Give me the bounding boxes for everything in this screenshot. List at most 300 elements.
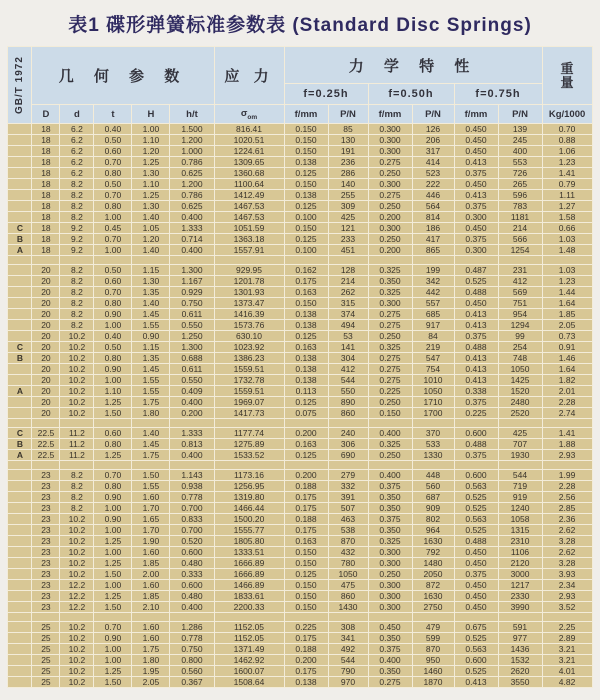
data-cell: 0.600 [170,580,214,591]
data-cell: 1.88 [542,439,592,450]
data-cell: 0.350 [368,633,412,644]
data-cell: 1555.77 [214,525,284,536]
data-cell: 214 [498,223,542,234]
data-cell: 3990 [498,602,542,613]
data-cell: 1805.80 [214,536,284,547]
data-cell: 1930 [498,450,542,461]
data-cell: 0.275 [368,190,412,201]
data-cell: 0.150 [284,298,328,309]
data-cell: 1666.89 [214,569,284,580]
data-cell: 790 [328,666,368,677]
data-cell: 1386.23 [214,353,284,364]
spacer-cell [542,461,592,470]
data-cell: 279 [328,470,368,481]
data-cell: 0.250 [368,331,412,342]
series-label-cell: C [8,342,32,353]
data-cell: 0.786 [170,190,214,201]
data-cell: 1.99 [542,470,592,481]
data-cell: 0.600 [454,470,498,481]
data-cell: 139 [498,124,542,135]
data-cell: 1.10 [132,179,170,190]
data-cell: 0.325 [368,265,412,276]
data-cell: 23 [32,470,60,481]
spacer-cell [94,256,132,265]
series-label-cell [8,481,32,492]
data-cell: 1330 [412,450,454,461]
data-cell: 1412.49 [214,190,284,201]
data-cell: 0.150 [284,223,328,234]
table-row [8,569,592,580]
data-cell: 1051.59 [214,223,284,234]
data-cell: 0.66 [542,223,592,234]
data-cell: 0.125 [284,331,328,342]
spacer-cell [412,419,454,428]
data-cell: 0.350 [368,666,412,677]
spacer-cell [498,613,542,622]
data-cell: 802 [412,514,454,525]
data-cell: 1508.64 [214,677,284,688]
data-cell: 550 [328,386,368,397]
data-cell: 451 [328,245,368,256]
data-cell: 0.413 [454,677,498,688]
spacer-cell [328,419,368,428]
data-cell: 10.2 [60,644,94,655]
data-cell: 10.2 [60,375,94,386]
spacer-cell [170,461,214,470]
data-cell: 2.05 [132,677,170,688]
data-cell: 1.75 [132,644,170,655]
spacer-cell [170,419,214,428]
data-cell: 8.2 [60,503,94,514]
data-cell: 20 [32,408,60,419]
data-cell: 25 [32,633,60,644]
data-cell: 214 [328,276,368,287]
data-cell: 0.175 [284,525,328,536]
table-row [8,591,592,602]
col-p-n-3: P/N [498,105,542,124]
data-cell: 0.700 [170,503,214,514]
data-cell: 1.00 [94,655,132,666]
data-cell: 0.563 [454,644,498,655]
data-cell: 3.93 [542,569,592,580]
table-row [8,223,592,234]
spacer-cell [94,419,132,428]
header-load-075h: f=0.75h [454,84,542,105]
data-cell: 0.90 [132,331,170,342]
data-cell: 557 [412,298,454,309]
data-cell: 442 [412,287,454,298]
spacer-cell [284,256,328,265]
data-cell: 0.413 [454,190,498,201]
spacer-cell [8,256,32,265]
data-cell: 1106 [498,547,542,558]
data-cell: 412 [328,364,368,375]
spacer-cell [368,419,412,428]
data-cell: 0.400 [170,397,214,408]
data-cell: 1436 [498,644,542,655]
data-cell: 1.00 [94,644,132,655]
data-cell: 8.2 [60,212,94,223]
data-cell: 0.188 [284,644,328,655]
data-cell: 1.25 [132,190,170,201]
data-cell: 0.413 [454,309,498,320]
data-cell: 0.200 [368,245,412,256]
data-cell: 860 [328,591,368,602]
header-mechanical: 力 学 特 性 [284,47,542,84]
data-cell: 909 [412,503,454,514]
data-cell: 1.64 [542,298,592,309]
data-cell: 0.200 [284,428,328,439]
data-cell: 860 [328,408,368,419]
table-row [8,666,592,677]
data-cell: 2620 [498,666,542,677]
spacer-cell [214,256,284,265]
data-cell: 1.25 [94,536,132,547]
data-cell: 954 [498,309,542,320]
data-cell: 1.75 [132,397,170,408]
data-cell: 20 [32,287,60,298]
table-row [8,375,592,386]
data-cell: 9.2 [60,245,94,256]
data-cell: 1.03 [542,265,592,276]
data-cell: 1177.74 [214,428,284,439]
data-cell: 400 [498,146,542,157]
series-label-cell [8,525,32,536]
data-cell: 1.40 [132,298,170,309]
data-cell: 12.2 [60,580,94,591]
data-cell: 1.300 [170,265,214,276]
series-label-cell [8,569,32,580]
data-cell: 890 [328,397,368,408]
spacer-cell [32,613,60,622]
data-cell: 523 [412,168,454,179]
data-cell: 0.400 [368,655,412,666]
data-cell: 463 [328,514,368,525]
data-cell: 23 [32,591,60,602]
data-cell: 0.188 [284,514,328,525]
data-cell: 8.2 [60,309,94,320]
data-cell: 1294 [498,320,542,331]
spacer-cell [60,256,94,265]
data-cell: 1240 [498,503,542,514]
data-cell: 0.488 [454,287,498,298]
data-cell: 0.150 [284,179,328,190]
data-cell: 0.525 [454,276,498,287]
data-cell: 751 [498,298,542,309]
data-cell: 569 [498,287,542,298]
data-cell: 0.79 [542,179,592,190]
data-cell: 719 [498,481,542,492]
series-label-cell [8,558,32,569]
spacer-cell [498,256,542,265]
data-cell: 9.2 [60,234,94,245]
data-cell: 0.400 [170,212,214,223]
data-cell: 1.167 [170,276,214,287]
table-row [8,525,592,536]
data-cell: 0.275 [368,309,412,320]
data-cell: 0.90 [94,633,132,644]
data-cell: 1.60 [132,492,170,503]
spacer-cell [8,613,32,622]
data-cell: 1256.95 [214,481,284,492]
data-cell: 22.5 [32,428,60,439]
data-cell: 1.45 [132,309,170,320]
data-cell: 0.300 [368,179,412,190]
series-label-cell [8,536,32,547]
table-row [8,287,592,298]
series-label-cell [8,633,32,644]
series-label-cell [8,397,32,408]
spacer-cell [498,461,542,470]
data-cell: 0.833 [170,514,214,525]
table-row [8,353,592,364]
data-cell: 18 [32,234,60,245]
data-cell: 1.10 [132,135,170,146]
data-cell: 23 [32,547,60,558]
data-cell: 0.300 [368,602,412,613]
data-cell: 1.41 [542,428,592,439]
group-spacer-row [8,419,592,428]
data-cell: 1573.76 [214,320,284,331]
data-cell: 1.45 [132,364,170,375]
spacer-cell [284,419,328,428]
data-cell: 0.138 [284,375,328,386]
data-cell: 1.40 [132,245,170,256]
data-cell: 0.138 [284,309,328,320]
data-cell: 0.90 [94,309,132,320]
data-cell: 1.46 [542,353,592,364]
data-cell: 560 [412,481,454,492]
series-label-cell [8,503,32,514]
data-cell: 8.2 [60,265,94,276]
data-cell: 1870 [412,677,454,688]
data-cell: 0.150 [284,135,328,146]
data-cell: 23 [32,481,60,492]
data-cell: 130 [328,135,368,146]
data-cell: 0.413 [454,375,498,386]
group-spacer-row [8,256,592,265]
data-cell: 0.611 [170,364,214,375]
data-cell: 0.450 [454,298,498,309]
standard-code-header [8,47,32,124]
data-cell: 1050 [328,569,368,580]
data-cell: 917 [412,320,454,331]
series-label-cell [8,179,32,190]
series-label-cell: B [8,234,32,245]
data-cell: 0.611 [170,309,214,320]
data-cell: 0.50 [94,265,132,276]
data-cell: 18 [32,179,60,190]
col-f-mm-3: f/mm [454,105,498,124]
data-cell: 1.00 [132,124,170,135]
data-cell: 0.80 [94,168,132,179]
series-label-cell [8,470,32,481]
data-cell: 0.813 [170,439,214,450]
data-cell: 1630 [412,536,454,547]
data-cell: 0.275 [368,353,412,364]
data-cell: 222 [412,179,454,190]
table-row [8,320,592,331]
data-cell: 1.30 [132,201,170,212]
data-cell: 18 [32,124,60,135]
data-cell: 1559.51 [214,364,284,375]
data-cell: 0.275 [368,320,412,331]
data-cell: 255 [328,190,368,201]
data-cell: 140 [328,179,368,190]
data-cell: 0.138 [284,364,328,375]
col-f-mm-1: f/mm [284,105,328,124]
data-cell: 0.250 [368,569,412,580]
data-cell: 1.00 [94,580,132,591]
data-cell: 1500.20 [214,514,284,525]
data-cell: 754 [412,364,454,375]
data-cell: 1360.68 [214,168,284,179]
data-cell: 0.125 [284,234,328,245]
series-label-cell [8,364,32,375]
data-cell: 1.00 [94,245,132,256]
data-cell: 1.30 [132,168,170,179]
data-cell: 2.36 [542,514,592,525]
data-cell: 2520 [498,408,542,419]
data-cell: 240 [328,428,368,439]
data-cell: 23 [32,569,60,580]
data-cell: 10.2 [60,633,94,644]
series-label-cell [8,622,32,633]
data-cell: 0.250 [368,397,412,408]
data-cell: 0.413 [454,320,498,331]
data-cell: 977 [498,633,542,644]
series-label-cell [8,309,32,320]
table-row [8,514,592,525]
data-cell: 964 [412,525,454,536]
data-cell: 3000 [498,569,542,580]
data-cell: 1.85 [542,309,592,320]
data-cell: 1.55 [132,320,170,331]
data-cell: 0.138 [284,677,328,688]
data-cell: 0.778 [170,492,214,503]
data-cell: 0.150 [284,591,328,602]
data-cell: 1.25 [132,157,170,168]
data-cell: 11.2 [60,428,94,439]
spacer-cell [454,256,498,265]
data-cell: 1520 [498,386,542,397]
data-cell: 0.375 [454,331,498,342]
data-cell: 0.450 [454,591,498,602]
data-cell: 1.45 [132,439,170,450]
data-cell: 0.70 [542,124,592,135]
data-cell: 1.00 [94,547,132,558]
data-cell: 2.00 [132,569,170,580]
table-row [8,331,592,342]
data-cell: 1.23 [542,157,592,168]
data-cell: 0.162 [284,265,328,276]
table-row [8,179,592,190]
series-label-cell [8,168,32,179]
data-cell: 432 [328,547,368,558]
data-cell: 20 [32,298,60,309]
data-cell: 99 [498,331,542,342]
spacer-cell [32,461,60,470]
data-cell: 1.50 [94,408,132,419]
data-cell: 1462.92 [214,655,284,666]
spacer-cell [94,461,132,470]
data-cell: 0.163 [284,439,328,450]
data-cell: 0.325 [368,536,412,547]
data-cell: 544 [328,655,368,666]
data-cell: 10.2 [60,364,94,375]
data-cell: 929.95 [214,265,284,276]
col-weight-unit: Kg/1000 [542,105,592,124]
data-cell: 0.625 [170,201,214,212]
data-cell: 0.325 [368,287,412,298]
data-cell: 919 [498,492,542,503]
data-cell: 1.50 [94,569,132,580]
table-row [8,146,592,157]
data-cell: 0.325 [368,439,412,450]
series-label-cell [8,514,32,525]
data-cell: 0.275 [368,677,412,688]
data-cell: 10.2 [60,558,94,569]
data-cell: 0.525 [454,503,498,514]
data-cell: 792 [412,547,454,558]
data-cell: 20 [32,375,60,386]
spacer-cell [60,419,94,428]
data-cell: 3.21 [542,655,592,666]
data-cell: 0.40 [94,331,132,342]
data-cell: 2480 [498,397,542,408]
data-cell: 0.40 [94,124,132,135]
data-cell: 1.40 [132,212,170,223]
data-cell: 1425 [498,375,542,386]
spacer-cell [132,419,170,428]
data-cell: 0.70 [94,622,132,633]
data-cell: 341 [328,633,368,644]
data-cell: 6.2 [60,146,94,157]
data-cell: 1.25 [94,591,132,602]
table-row [8,655,592,666]
table-row [8,622,592,633]
data-cell: 0.400 [368,428,412,439]
data-cell: 544 [498,470,542,481]
data-cell: 2050 [412,569,454,580]
data-cell: 0.113 [284,386,328,397]
data-cell: 10.2 [60,536,94,547]
data-cell: 0.375 [454,450,498,461]
data-cell: 20 [32,265,60,276]
data-cell: 1.200 [170,179,214,190]
table-row [8,481,592,492]
data-cell: 23 [32,580,60,591]
data-cell: 10.2 [60,408,94,419]
data-cell: 3.52 [542,602,592,613]
data-cell: 870 [412,644,454,655]
spacer-cell [32,256,60,265]
data-cell: 1732.78 [214,375,284,386]
data-cell: 748 [498,353,542,364]
series-label-cell [8,644,32,655]
spacer-cell [368,461,412,470]
data-cell: 448 [412,470,454,481]
data-cell: 475 [328,580,368,591]
data-cell: 783 [498,201,542,212]
data-cell: 0.60 [94,428,132,439]
data-cell: 1.41 [542,168,592,179]
data-cell: 0.150 [368,408,412,419]
data-cell: 0.675 [454,622,498,633]
data-cell: 53 [328,331,368,342]
data-cell: 2120 [498,558,542,569]
data-cell: 0.163 [284,287,328,298]
